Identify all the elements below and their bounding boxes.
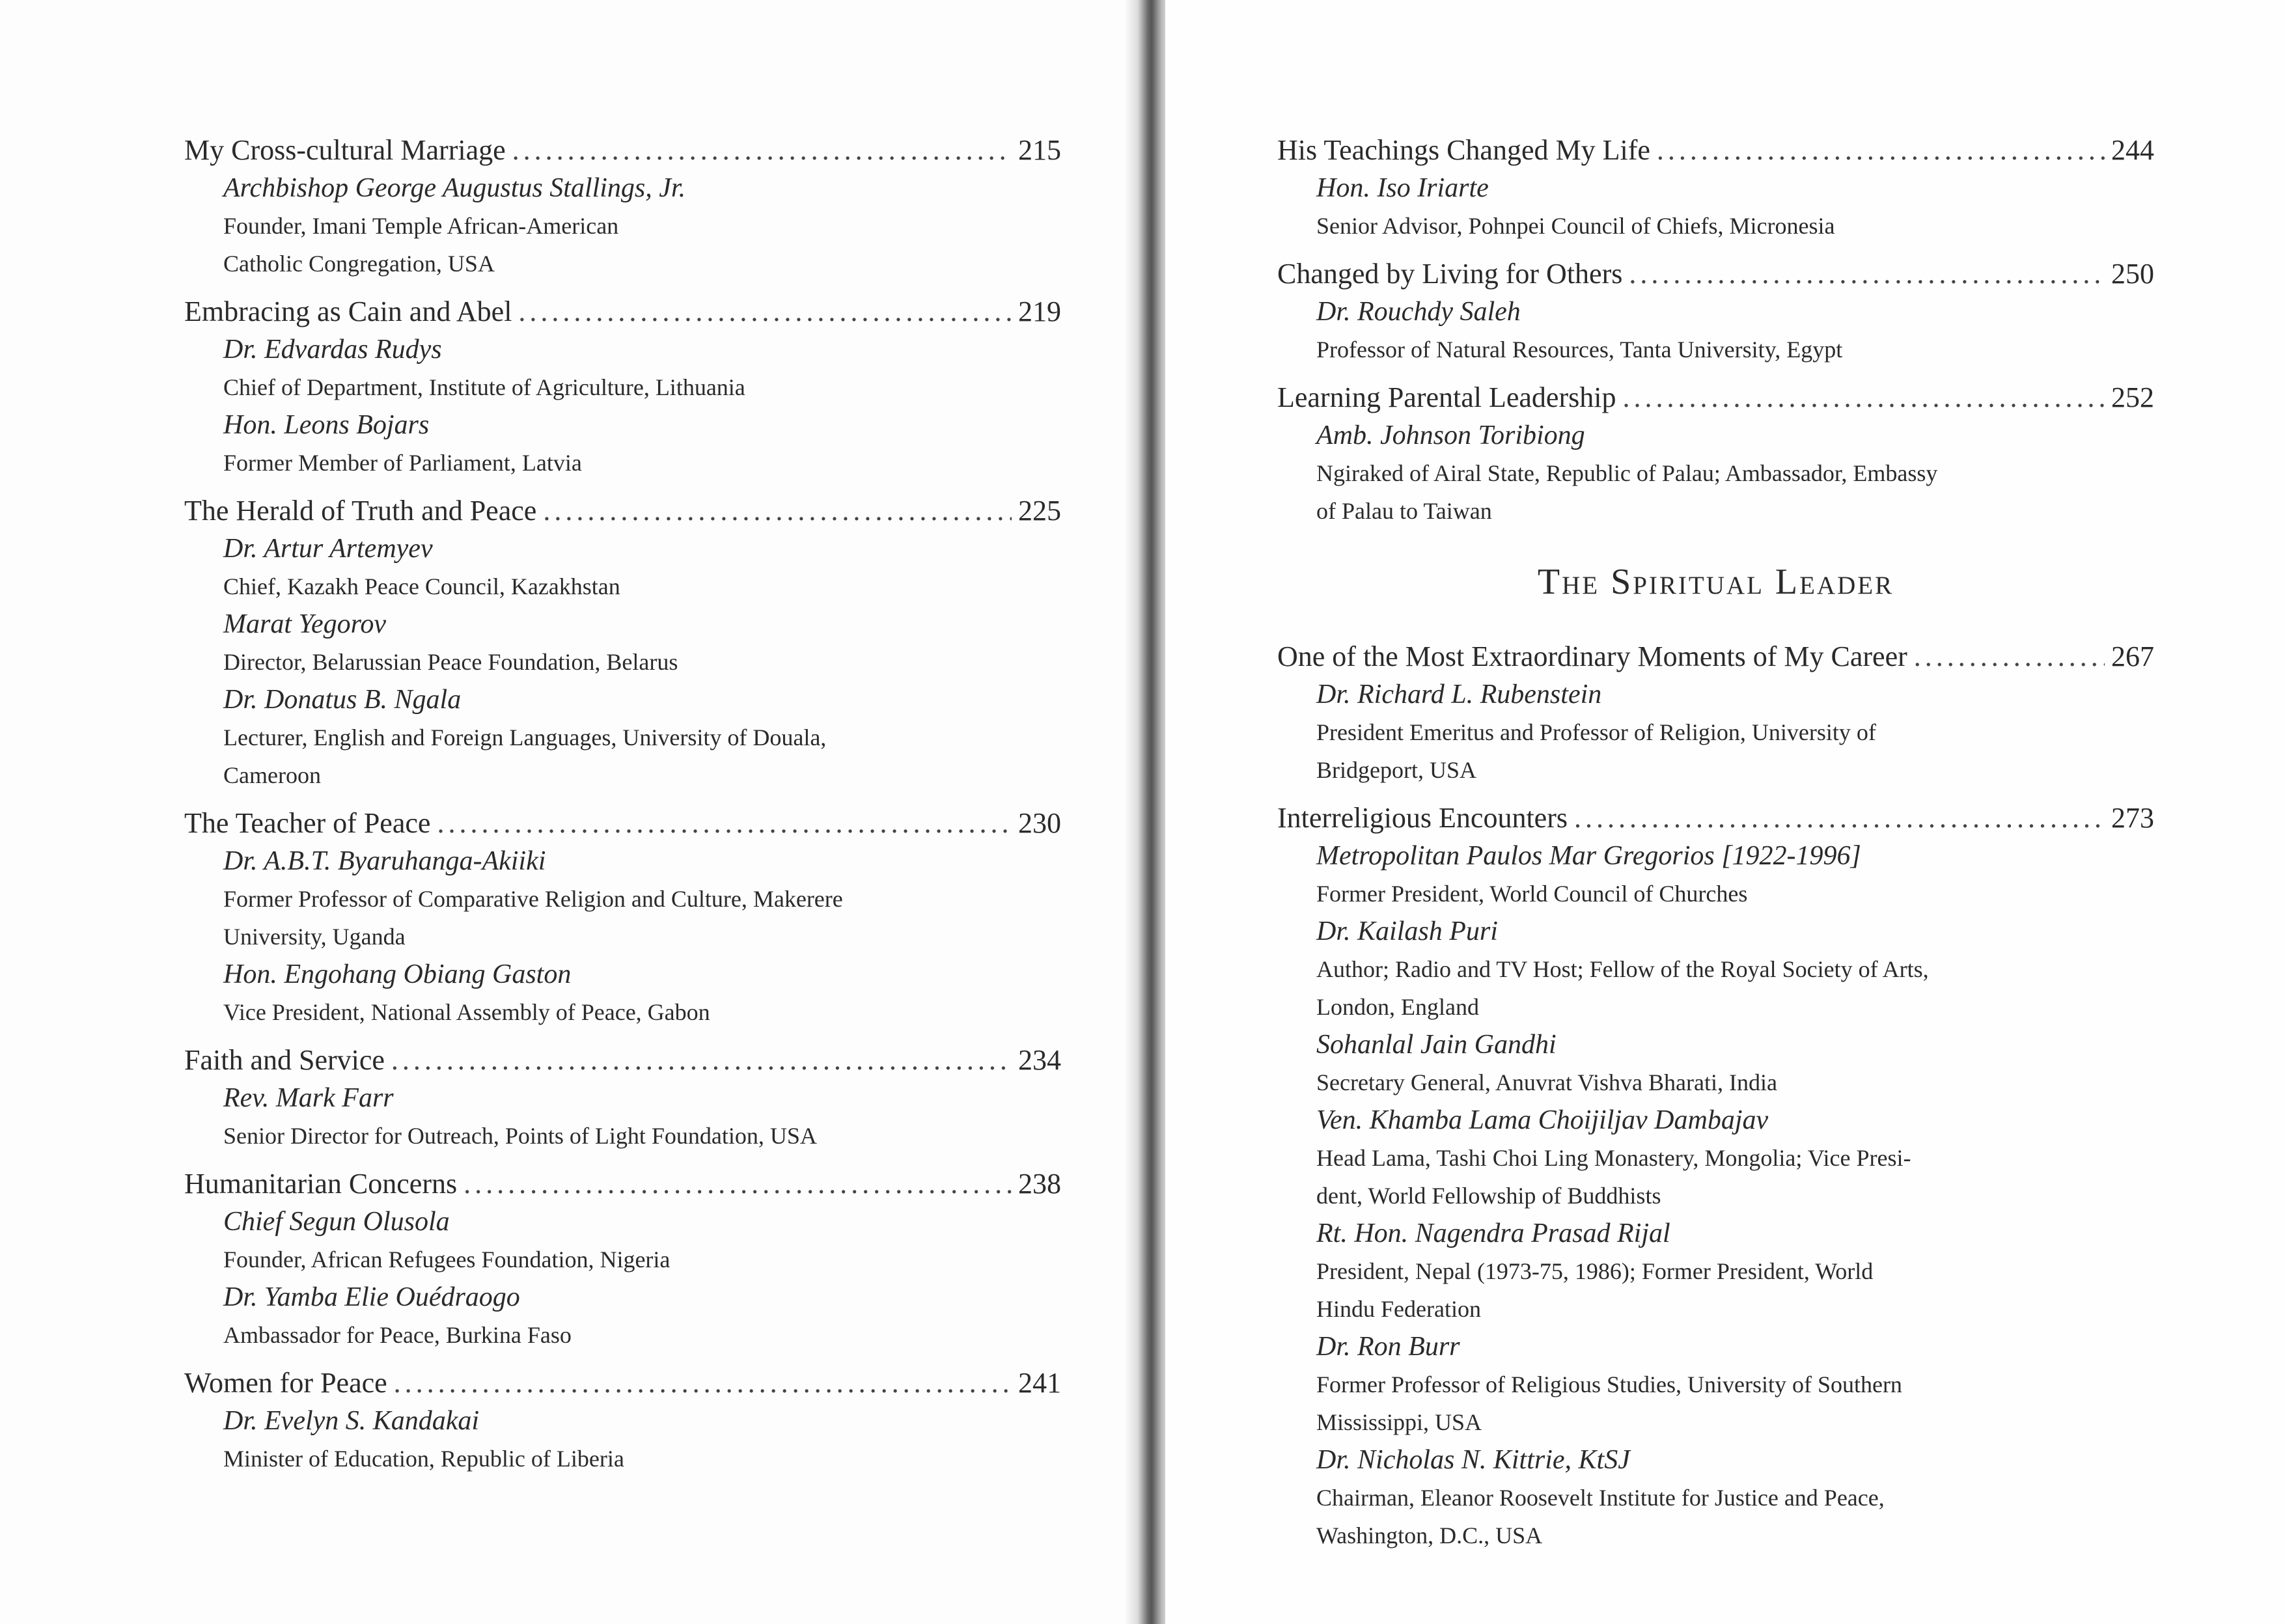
toc-entry	[1277, 638, 2154, 789]
contributor-affiliation: University, Uganda	[223, 924, 406, 950]
contributor-affiliation: Washington, D.C., USA	[1316, 1522, 1543, 1548]
contributor-affiliation: Hindu Federation	[1316, 1296, 1481, 1322]
contributor-name: Hon. Iso Iriarte	[1316, 173, 1489, 203]
toc-entry-title-row	[1277, 255, 2154, 293]
toc-page-number: 250	[2111, 258, 2154, 290]
contributor-list	[184, 1079, 1061, 1155]
toc-page-number: 273	[2111, 802, 2154, 834]
toc-page-number: 241	[1018, 1367, 1061, 1399]
toc-entry-title-row	[184, 1165, 1061, 1203]
contributor-name: Dr. Donatus B. Ngala	[223, 685, 462, 715]
contributor-affiliation: Cameroon	[223, 762, 321, 788]
contributor-affiliation: Founder, Imani Temple African-American	[223, 213, 619, 239]
contributor-list	[184, 331, 1061, 482]
toc-page-number: 230	[1018, 807, 1061, 839]
contributor-affiliation: Founder, African Refugees Foundation, Nigeria	[223, 1246, 671, 1273]
toc-entry-title: Women for Peace	[184, 1367, 387, 1399]
section-heading: The Spiritual Leader	[1537, 562, 1894, 602]
contributor-affiliation: Minister of Education, Republic of Liberia	[223, 1446, 624, 1472]
toc-entry-title-row	[1277, 799, 2154, 837]
contributor-name: Hon. Engohang Obiang Gaston	[223, 959, 572, 989]
contributor-name: Dr. Edvardas Rudys	[223, 335, 442, 365]
dot-leader	[1914, 638, 2105, 676]
contributor-affiliation: London, England	[1316, 994, 1479, 1020]
toc-page-number: 252	[2111, 381, 2154, 413]
right-page	[1165, 0, 2285, 1624]
toc-entry	[184, 1041, 1061, 1155]
contributor-name: Ven. Khamba Lama Choijiljav Dambajav	[1316, 1105, 1769, 1135]
toc-entry	[184, 1165, 1061, 1354]
dot-leader	[1629, 255, 2105, 293]
dot-leader	[1574, 799, 2105, 837]
toc-list-right	[1277, 131, 2154, 1565]
contributor-name: Dr. Kailash Puri	[1316, 916, 1498, 946]
contributor-affiliation: Senior Director for Outreach, Points of Light Foundation, USA	[223, 1123, 817, 1149]
toc-entry-title: Interreligious Encounters	[1277, 802, 1568, 834]
toc-entry-title: The Teacher of Peace	[184, 807, 431, 839]
toc-page-number: 234	[1018, 1044, 1061, 1076]
contributor-affiliation: Chairman, Eleanor Roosevelt Institute for Justice and Peace,	[1316, 1485, 1885, 1511]
contributor-name: Sohanlal Jain Gandhi	[1316, 1030, 1557, 1060]
contributor-list	[184, 1203, 1061, 1354]
contributor-name: Dr. Nicholas N. Kittrie, KtSJ	[1316, 1445, 1630, 1475]
left-page	[0, 0, 1133, 1624]
toc-entry-title-row	[184, 131, 1061, 169]
contributor-affiliation: Former Professor of Comparative Religion and Culture, Makerere	[223, 886, 843, 912]
contributor-affiliation: Former President, World Council of Churches	[1316, 881, 1748, 907]
contributor-name: Dr. Rouchdy Saleh	[1316, 297, 1521, 327]
contributor-name: Amb. Johnson Toribiong	[1316, 420, 1585, 450]
contributor-name: Dr. Richard L. Rubenstein	[1316, 680, 1602, 709]
dot-leader	[512, 131, 1012, 169]
toc-group-before	[1277, 131, 2154, 530]
contributor-affiliation: Chief of Department, Institute of Agriculture, Lithuania	[223, 374, 745, 400]
toc-entry-title-row	[184, 492, 1061, 530]
contributor-name: Chief Segun Olusola	[223, 1207, 450, 1237]
toc-entry-title-row	[1277, 379, 2154, 417]
toc-entry-title-row	[184, 1364, 1061, 1402]
toc-entry-title-row	[184, 1041, 1061, 1079]
contributor-affiliation: President, Nepal (1973-75, 1986); Former President, World	[1316, 1258, 1874, 1284]
toc-page-number: 219	[1018, 296, 1061, 327]
contributor-affiliation: dent, World Fellowship of Buddhists	[1316, 1183, 1661, 1209]
contributor-name: Dr. Yamba Elie Ouédraogo	[223, 1282, 520, 1312]
toc-entry	[1277, 799, 2154, 1554]
contributor-name: Dr. Evelyn S. Kandakai	[223, 1406, 480, 1436]
contributor-name: Dr. Ron Burr	[1316, 1332, 1460, 1362]
toc-entry	[1277, 255, 2154, 368]
contributor-affiliation: Lecturer, English and Foreign Languages, University of Douala,	[223, 724, 827, 750]
contributor-name: Rev. Mark Farr	[223, 1083, 394, 1113]
toc-entry	[184, 293, 1061, 482]
toc-entry-title: Changed by Living for Others	[1277, 258, 1623, 290]
contributor-list	[1277, 169, 2154, 245]
contributor-affiliation: of Palau to Taiwan	[1316, 498, 1492, 524]
dot-leader	[1622, 379, 2105, 417]
contributor-list	[184, 530, 1061, 794]
dot-leader	[394, 1364, 1012, 1402]
toc-entry-title: Humanitarian Concerns	[184, 1168, 458, 1200]
contributor-affiliation: Catholic Congregation, USA	[223, 251, 495, 277]
contributor-name: Dr. A.B.T. Byaruhanga-Akiiki	[223, 846, 546, 876]
contributor-list	[184, 842, 1061, 1031]
toc-entry-title: Learning Parental Leadership	[1277, 381, 1616, 413]
toc-entry-title-row	[184, 293, 1061, 331]
toc-entry-title: His Teachings Changed My Life	[1277, 134, 1650, 166]
toc-entry-title-row	[1277, 131, 2154, 169]
dot-leader	[437, 805, 1012, 842]
contributor-affiliation: Author; Radio and TV Host; Fellow of the Royal Society of Arts,	[1316, 956, 1929, 982]
toc-page-number: 238	[1018, 1168, 1061, 1200]
contributor-affiliation: Mississippi, USA	[1316, 1409, 1482, 1435]
toc-entry-title-row	[184, 805, 1061, 842]
toc-entry	[184, 1364, 1061, 1478]
toc-entry	[1277, 379, 2154, 530]
toc-page-number: 244	[2111, 134, 2154, 166]
toc-entry	[1277, 131, 2154, 245]
contributor-affiliation: Director, Belarussian Peace Foundation, Belarus	[223, 649, 678, 675]
contributor-affiliation: Head Lama, Tashi Choi Ling Monastery, Mongolia; Vice Presi-	[1316, 1145, 1911, 1171]
toc-entry-title: One of the Most Extraordinary Moments of My Career	[1277, 640, 1907, 672]
toc-page-number: 215	[1018, 134, 1061, 166]
toc-entry-title: The Herald of Truth and Peace	[184, 495, 537, 527]
contributor-list	[1277, 293, 2154, 368]
contributor-list	[1277, 676, 2154, 789]
toc-page-number: 225	[1018, 495, 1061, 527]
toc-entry	[184, 492, 1061, 794]
contributor-affiliation: Secretary General, Anuvrat Vishva Bharati, India	[1316, 1069, 1777, 1095]
dot-leader	[518, 293, 1012, 331]
toc-entry-title: Faith and Service	[184, 1044, 385, 1076]
toc-entry-title: My Cross-cultural Marriage	[184, 134, 506, 166]
contributor-affiliation: President Emeritus and Professor of Religion, University of	[1316, 719, 1876, 745]
contributor-affiliation: Ngiraked of Airal State, Republic of Palau; Ambassador, Embassy	[1316, 460, 1938, 486]
contributor-name: Dr. Artur Artemyev	[223, 534, 433, 564]
contributor-name: Hon. Leons Bojars	[223, 410, 430, 440]
contributor-affiliation: Vice President, National Assembly of Peace, Gabon	[223, 999, 710, 1025]
contributor-affiliation: Chief, Kazakh Peace Council, Kazakhstan	[223, 573, 620, 599]
contributor-affiliation: Former Member of Parliament, Latvia	[223, 450, 582, 476]
contributor-name: Rt. Hon. Nagendra Prasad Rijal	[1316, 1218, 1670, 1248]
toc-entry	[184, 805, 1061, 1031]
toc-list-left	[184, 131, 1061, 1488]
contributor-name: Metropolitan Paulos Mar Gregorios [1922-1996]	[1316, 841, 1861, 871]
dot-leader	[1657, 131, 2105, 169]
contributor-affiliation: Former Professor of Religious Studies, University of Southern	[1316, 1371, 1902, 1397]
dot-leader	[464, 1165, 1012, 1203]
book-gutter	[1124, 0, 1170, 1624]
contributor-affiliation: Ambassador for Peace, Burkina Faso	[223, 1322, 572, 1348]
toc-entry	[184, 131, 1061, 282]
contributor-name: Marat Yegorov	[223, 609, 387, 639]
contributor-list	[184, 169, 1061, 282]
contributor-name: Archbishop George Augustus Stallings, Jr.	[223, 173, 686, 203]
contributor-list	[1277, 837, 2154, 1554]
contributor-list	[184, 1402, 1061, 1478]
toc-entry-title: Embracing as Cain and Abel	[184, 296, 512, 327]
contributor-affiliation: Professor of Natural Resources, Tanta University, Egypt	[1316, 337, 1843, 363]
dot-leader	[543, 492, 1012, 530]
toc-group-after	[1277, 638, 2154, 1554]
contributor-affiliation: Bridgeport, USA	[1316, 757, 1476, 783]
toc-page-number: 267	[2111, 640, 2154, 672]
contributor-list	[1277, 417, 2154, 530]
dot-leader	[391, 1041, 1012, 1079]
toc-entry-title-row	[1277, 638, 2154, 676]
contributor-affiliation: Senior Advisor, Pohnpei Council of Chiefs, Micronesia	[1316, 213, 1835, 239]
